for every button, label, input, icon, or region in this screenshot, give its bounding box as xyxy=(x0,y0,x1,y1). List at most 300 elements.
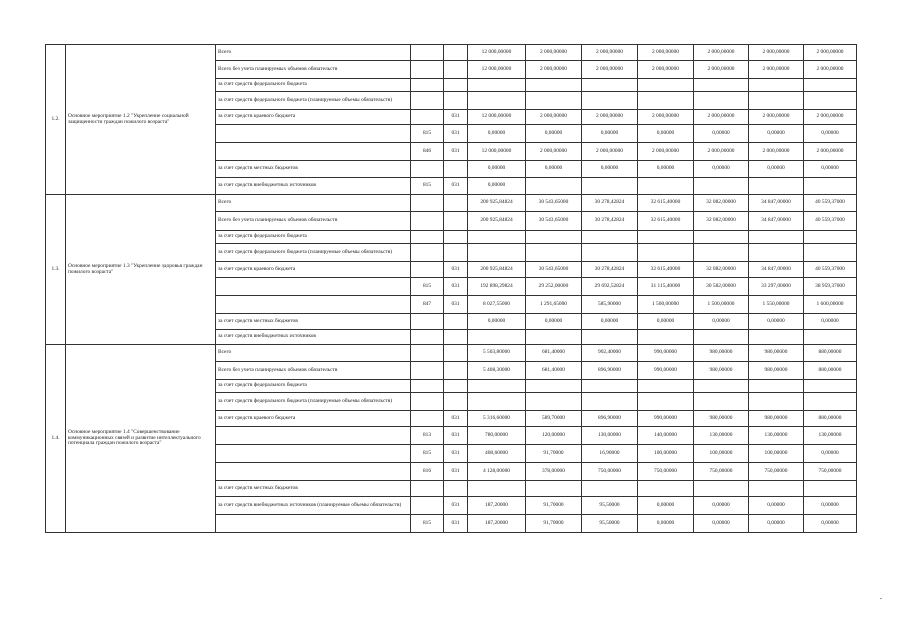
amount-cell: 4 128,00000 xyxy=(468,463,526,481)
amount-cell xyxy=(526,79,582,92)
amount-cell: 896,90000 xyxy=(582,411,638,427)
amount-cell: 0,00000 xyxy=(804,445,857,463)
amount-cell: 880,00000 xyxy=(804,345,857,362)
amount-cell: 2 000,00000 xyxy=(694,45,749,61)
amount-cell: 32 082,00000 xyxy=(694,262,749,278)
code-grbs xyxy=(411,61,444,79)
amount-cell: 0,00000 xyxy=(638,515,694,533)
amount-cell xyxy=(694,481,749,497)
amount-cell xyxy=(694,380,749,393)
amount-cell xyxy=(804,330,857,345)
amount-cell xyxy=(526,330,582,345)
amount-cell: 681,40000 xyxy=(526,362,582,380)
amount-cell xyxy=(749,79,804,92)
amount-cell xyxy=(526,92,582,110)
code-program xyxy=(444,244,468,262)
code-grbs: 815 xyxy=(411,515,444,533)
amount-cell: 2 000,00000 xyxy=(749,110,804,125)
amount-cell xyxy=(749,244,804,262)
code-grbs xyxy=(411,79,444,92)
amount-cell: 2 000,00000 xyxy=(582,61,638,79)
funding-source xyxy=(216,427,411,445)
code-program: 031 xyxy=(444,411,468,427)
amount-cell: 12 000,00000 xyxy=(468,143,526,161)
amount-cell: 0,00000 xyxy=(749,314,804,330)
code-program: 031 xyxy=(444,427,468,445)
amount-cell: 187,20000 xyxy=(468,515,526,533)
amount-cell xyxy=(694,231,749,244)
code-grbs xyxy=(411,497,444,515)
amount-cell xyxy=(804,231,857,244)
amount-cell: 1 600,00000 xyxy=(804,296,857,314)
amount-cell xyxy=(638,330,694,345)
amount-cell: 990,00000 xyxy=(638,411,694,427)
amount-cell: 40 559,37000 xyxy=(804,195,857,212)
amount-cell xyxy=(468,244,526,262)
amount-cell xyxy=(582,330,638,345)
amount-cell xyxy=(749,231,804,244)
amount-cell xyxy=(804,393,857,411)
code-grbs: 815 xyxy=(411,445,444,463)
funding-source xyxy=(216,143,411,161)
amount-cell xyxy=(468,79,526,92)
code-program: 031 xyxy=(444,143,468,161)
amount-cell xyxy=(749,330,804,345)
amount-cell xyxy=(804,481,857,497)
amount-cell xyxy=(749,393,804,411)
amount-cell: 0,00000 xyxy=(638,161,694,178)
code-grbs xyxy=(411,212,444,231)
amount-cell: 1 500,00000 xyxy=(638,296,694,314)
amount-cell: 95,50000 xyxy=(582,515,638,533)
amount-cell: 378,00000 xyxy=(526,463,582,481)
amount-cell: 980,00000 xyxy=(749,411,804,427)
amount-cell: 980,00000 xyxy=(694,345,749,362)
funding-source: за счет средств внебюджетных источников xyxy=(216,178,411,195)
code-program: 031 xyxy=(444,110,468,125)
funding-source: Всего xyxy=(216,345,411,362)
code-grbs xyxy=(411,411,444,427)
amount-cell xyxy=(694,330,749,345)
amount-cell: 0,00000 xyxy=(468,125,526,143)
amount-cell xyxy=(638,244,694,262)
code-grbs xyxy=(411,110,444,125)
code-grbs xyxy=(411,92,444,110)
amount-cell: 2 000,00000 xyxy=(526,110,582,125)
funding-source: Всего без учета планируемых объемов обязательств xyxy=(216,61,411,79)
amount-cell: 780,00000 xyxy=(468,427,526,445)
amount-cell xyxy=(749,481,804,497)
amount-cell: 1 291,65000 xyxy=(526,296,582,314)
amount-cell: 408,60000 xyxy=(468,445,526,463)
amount-cell: 130,00000 xyxy=(749,427,804,445)
funding-source: за счет средств местных бюджетов xyxy=(216,481,411,497)
amount-cell xyxy=(804,178,857,195)
amount-cell xyxy=(804,244,857,262)
code-grbs xyxy=(411,161,444,178)
amount-cell: 0,00000 xyxy=(638,125,694,143)
amount-cell: 2 000,00000 xyxy=(694,61,749,79)
funding-source: за счет средств федерального бюджета (планируемые объемы обязательств) xyxy=(216,244,411,262)
amount-cell xyxy=(468,92,526,110)
code-program: 031 xyxy=(444,445,468,463)
amount-cell: 0,00000 xyxy=(804,125,857,143)
amount-cell: 0,00000 xyxy=(749,515,804,533)
amount-cell: 2 000,00000 xyxy=(804,61,857,79)
amount-cell: 980,00000 xyxy=(694,411,749,427)
code-program xyxy=(444,362,468,380)
code-program xyxy=(444,79,468,92)
amount-cell: 95,50000 xyxy=(582,497,638,515)
amount-cell xyxy=(526,244,582,262)
amount-cell: 2 000,00000 xyxy=(804,45,857,61)
amount-cell: 0,00000 xyxy=(468,178,526,195)
code-program xyxy=(444,61,468,79)
code-program xyxy=(444,393,468,411)
amount-cell: 91,70000 xyxy=(526,515,582,533)
code-program xyxy=(444,345,468,362)
amount-cell: 30 278,42824 xyxy=(582,195,638,212)
amount-cell xyxy=(468,330,526,345)
amount-cell xyxy=(582,79,638,92)
amount-cell: 0,00000 xyxy=(582,314,638,330)
section-index: 1.3. xyxy=(46,195,66,345)
amount-cell xyxy=(638,380,694,393)
amount-cell: 1 550,00000 xyxy=(749,296,804,314)
funding-source: за счет средств краевого бюджета xyxy=(216,110,411,125)
amount-cell xyxy=(638,178,694,195)
amount-cell: 2 000,00000 xyxy=(749,61,804,79)
amount-cell: 750,00000 xyxy=(749,463,804,481)
table-row xyxy=(46,45,857,61)
amount-cell: 100,00000 xyxy=(694,445,749,463)
funding-source: за счет средств федерального бюджета xyxy=(216,79,411,92)
funding-source xyxy=(216,515,411,533)
amount-cell xyxy=(638,231,694,244)
amount-cell: 130,00000 xyxy=(582,427,638,445)
amount-cell: 2 000,00000 xyxy=(694,110,749,125)
amount-cell: 30 278,42824 xyxy=(582,262,638,278)
amount-cell: 750,00000 xyxy=(638,463,694,481)
code-program xyxy=(444,314,468,330)
amount-cell: 980,00000 xyxy=(694,362,749,380)
amount-cell xyxy=(638,92,694,110)
funding-source: Всего без учета планируемых объемов обязательств xyxy=(216,212,411,231)
amount-cell: 585,90000 xyxy=(582,296,638,314)
amount-cell: 2 000,00000 xyxy=(526,45,582,61)
amount-cell: 40 559,37000 xyxy=(804,262,857,278)
funding-source: за счет средств внебюджетных источников xyxy=(216,330,411,345)
code-grbs xyxy=(411,262,444,278)
amount-cell xyxy=(694,178,749,195)
program-name: Основное мероприятие 1.4 "Совершенствование коммуникационных связей и развитие интеллектуального потенциала граждан пожилого возраста" xyxy=(66,345,216,533)
amount-cell xyxy=(749,178,804,195)
amount-cell: 29 692,52824 xyxy=(582,278,638,296)
amount-cell: 91,70000 xyxy=(526,497,582,515)
amount-cell: 29 252,00000 xyxy=(526,278,582,296)
amount-cell: 30 543,65000 xyxy=(526,262,582,278)
funding-source: за счет средств краевого бюджета xyxy=(216,262,411,278)
amount-cell: 34 847,00000 xyxy=(749,212,804,231)
code-grbs: 847 xyxy=(411,296,444,314)
funding-source: Всего без учета планируемых объемов обязательств xyxy=(216,362,411,380)
amount-cell: 2 000,00000 xyxy=(804,143,857,161)
amount-cell: 91,70000 xyxy=(526,445,582,463)
amount-cell: 2 000,00000 xyxy=(638,143,694,161)
code-grbs xyxy=(411,195,444,212)
amount-cell: 8 027,55000 xyxy=(468,296,526,314)
funding-source: Всего xyxy=(216,195,411,212)
amount-cell: 32 615,40000 xyxy=(638,195,694,212)
amount-cell: 5 408,30000 xyxy=(468,362,526,380)
code-program: 031 xyxy=(444,262,468,278)
section-index: 1.4. xyxy=(46,345,66,533)
code-grbs: 816 xyxy=(411,463,444,481)
amount-cell: 200 925,84824 xyxy=(468,195,526,212)
amount-cell: 0,00000 xyxy=(582,161,638,178)
page-speck xyxy=(880,598,882,599)
code-program: 031 xyxy=(444,497,468,515)
amount-cell: 0,00000 xyxy=(804,515,857,533)
amount-cell: 30 582,00000 xyxy=(694,278,749,296)
amount-cell xyxy=(749,92,804,110)
amount-cell: 33 297,00000 xyxy=(749,278,804,296)
amount-cell xyxy=(804,380,857,393)
amount-cell: 0,00000 xyxy=(694,497,749,515)
amount-cell xyxy=(749,380,804,393)
amount-cell: 0,00000 xyxy=(526,161,582,178)
amount-cell: 750,00000 xyxy=(582,463,638,481)
amount-cell xyxy=(526,393,582,411)
amount-cell xyxy=(526,231,582,244)
amount-cell: 32 082,00000 xyxy=(694,195,749,212)
code-program xyxy=(444,231,468,244)
amount-cell: 187,20000 xyxy=(468,497,526,515)
amount-cell: 902,40000 xyxy=(582,345,638,362)
amount-cell xyxy=(582,380,638,393)
amount-cell: 2 000,00000 xyxy=(526,143,582,161)
amount-cell: 40 559,37000 xyxy=(804,212,857,231)
amount-cell: 2 000,00000 xyxy=(582,45,638,61)
amount-cell: 896,90000 xyxy=(582,362,638,380)
amount-cell xyxy=(694,393,749,411)
amount-cell xyxy=(638,393,694,411)
amount-cell: 0,00000 xyxy=(804,497,857,515)
code-grbs xyxy=(411,380,444,393)
amount-cell: 38 959,37000 xyxy=(804,278,857,296)
table-row xyxy=(46,195,857,212)
amount-cell: 32 615,40000 xyxy=(638,262,694,278)
amount-cell xyxy=(638,79,694,92)
amount-cell xyxy=(468,481,526,497)
amount-cell xyxy=(638,481,694,497)
code-grbs xyxy=(411,244,444,262)
code-program xyxy=(444,92,468,110)
amount-cell: 30 543,65000 xyxy=(526,195,582,212)
code-program: 031 xyxy=(444,515,468,533)
amount-cell xyxy=(582,393,638,411)
amount-cell xyxy=(582,481,638,497)
code-program xyxy=(444,212,468,231)
amount-cell: 200 925,84824 xyxy=(468,262,526,278)
amount-cell: 100,00000 xyxy=(749,445,804,463)
amount-cell: 31 115,40000 xyxy=(638,278,694,296)
amount-cell: 192 898,29824 xyxy=(468,278,526,296)
code-grbs xyxy=(411,393,444,411)
amount-cell: 980,00000 xyxy=(749,345,804,362)
code-grbs: 815 xyxy=(411,125,444,143)
funding-source: за счет средств федерального бюджета xyxy=(216,380,411,393)
amount-cell: 2 000,00000 xyxy=(582,143,638,161)
amount-cell: 0,00000 xyxy=(694,314,749,330)
amount-cell: 16,90000 xyxy=(582,445,638,463)
amount-cell xyxy=(526,178,582,195)
amount-cell: 32 082,00000 xyxy=(694,212,749,231)
code-program xyxy=(444,380,468,393)
code-grbs xyxy=(411,362,444,380)
amount-cell: 0,00000 xyxy=(804,314,857,330)
funding-source: за счет средств внебюджетных источников (планируемые объемы обязательств) xyxy=(216,497,411,515)
amount-cell xyxy=(582,231,638,244)
amount-cell: 34 847,00000 xyxy=(749,195,804,212)
code-grbs: 815 xyxy=(411,278,444,296)
code-program xyxy=(444,330,468,345)
amount-cell: 140,00000 xyxy=(638,427,694,445)
amount-cell: 980,00000 xyxy=(749,362,804,380)
amount-cell: 2 000,00000 xyxy=(582,110,638,125)
amount-cell: 750,00000 xyxy=(804,463,857,481)
code-program xyxy=(444,45,468,61)
amount-cell: 100,00000 xyxy=(638,445,694,463)
amount-cell: 0,00000 xyxy=(749,125,804,143)
amount-cell: 120,00000 xyxy=(526,427,582,445)
code-grbs xyxy=(411,330,444,345)
amount-cell xyxy=(804,92,857,110)
code-grbs xyxy=(411,481,444,497)
amount-cell xyxy=(526,481,582,497)
amount-cell: 2 000,00000 xyxy=(804,110,857,125)
code-program xyxy=(444,481,468,497)
amount-cell: 2 000,00000 xyxy=(526,61,582,79)
code-program: 031 xyxy=(444,278,468,296)
program-name: Основное мероприятие 1.2 "Укрепление социальной защищенности граждан пожилого возраста" xyxy=(66,45,216,195)
amount-cell: 30 278,42824 xyxy=(582,212,638,231)
amount-cell xyxy=(526,380,582,393)
code-grbs: 813 xyxy=(411,427,444,445)
amount-cell: 2 000,00000 xyxy=(749,143,804,161)
funding-source: за счет средств краевого бюджета xyxy=(216,411,411,427)
amount-cell: 589,70000 xyxy=(526,411,582,427)
amount-cell: 12 000,00000 xyxy=(468,61,526,79)
budget-table xyxy=(45,44,857,533)
amount-cell: 0,00000 xyxy=(694,125,749,143)
table-row xyxy=(46,345,857,362)
code-grbs xyxy=(411,45,444,61)
code-program xyxy=(444,161,468,178)
code-grbs: 815 xyxy=(411,178,444,195)
code-grbs: 846 xyxy=(411,143,444,161)
funding-source xyxy=(216,445,411,463)
amount-cell: 990,00000 xyxy=(638,345,694,362)
code-grbs xyxy=(411,314,444,330)
section-index: 1.2. xyxy=(46,45,66,195)
amount-cell: 681,40000 xyxy=(526,345,582,362)
amount-cell: 0,00000 xyxy=(582,125,638,143)
funding-source: за счет средств местных бюджетов xyxy=(216,161,411,178)
amount-cell: 990,00000 xyxy=(638,362,694,380)
code-program: 031 xyxy=(444,125,468,143)
amount-cell: 2 000,00000 xyxy=(638,61,694,79)
funding-source: за счет средств местных бюджетов xyxy=(216,314,411,330)
funding-source xyxy=(216,125,411,143)
amount-cell: 1 500,00000 xyxy=(694,296,749,314)
amount-cell xyxy=(694,92,749,110)
code-program: 031 xyxy=(444,463,468,481)
funding-source: Всего xyxy=(216,45,411,61)
amount-cell: 130,00000 xyxy=(804,427,857,445)
amount-cell xyxy=(582,178,638,195)
amount-cell: 30 543,65000 xyxy=(526,212,582,231)
amount-cell: 0,00000 xyxy=(749,161,804,178)
amount-cell: 2 000,00000 xyxy=(749,45,804,61)
amount-cell xyxy=(468,231,526,244)
amount-cell: 2 000,00000 xyxy=(694,143,749,161)
amount-cell: 5 316,60000 xyxy=(468,411,526,427)
amount-cell: 200 925,84824 xyxy=(468,212,526,231)
amount-cell: 34 847,00000 xyxy=(749,262,804,278)
code-program: 031 xyxy=(444,296,468,314)
amount-cell: 0,00000 xyxy=(526,314,582,330)
amount-cell xyxy=(468,393,526,411)
amount-cell xyxy=(694,244,749,262)
budget-table-page xyxy=(45,44,857,533)
code-program xyxy=(444,195,468,212)
funding-source: за счет средств федерального бюджета (планируемые объемы обязательств) xyxy=(216,92,411,110)
funding-source: за счет средств федерального бюджета xyxy=(216,231,411,244)
amount-cell: 2 000,00000 xyxy=(638,110,694,125)
amount-cell xyxy=(468,380,526,393)
amount-cell xyxy=(582,244,638,262)
amount-cell: 2 000,00000 xyxy=(638,45,694,61)
amount-cell: 32 615,40000 xyxy=(638,212,694,231)
amount-cell: 0,00000 xyxy=(638,497,694,515)
funding-source xyxy=(216,278,411,296)
amount-cell: 880,00000 xyxy=(804,362,857,380)
program-name: Основное мероприятие 1.3 "Укрепление здоровья граждан пожилого возраста" xyxy=(66,195,216,345)
code-program: 031 xyxy=(444,178,468,195)
amount-cell: 750,00000 xyxy=(694,463,749,481)
funding-source: за счет средств федерального бюджета (планируемые объемы обязательств) xyxy=(216,393,411,411)
amount-cell xyxy=(582,92,638,110)
amount-cell: 5 503,80000 xyxy=(468,345,526,362)
amount-cell: 12 000,00000 xyxy=(468,110,526,125)
amount-cell xyxy=(804,79,857,92)
amount-cell: 130,00000 xyxy=(694,427,749,445)
amount-cell: 880,00000 xyxy=(804,411,857,427)
amount-cell: 0,00000 xyxy=(638,314,694,330)
amount-cell: 0,00000 xyxy=(694,515,749,533)
amount-cell xyxy=(694,79,749,92)
amount-cell: 0,00000 xyxy=(526,125,582,143)
funding-source xyxy=(216,296,411,314)
code-grbs xyxy=(411,231,444,244)
amount-cell: 0,00000 xyxy=(468,161,526,178)
amount-cell: 12 000,00000 xyxy=(468,45,526,61)
amount-cell: 0,00000 xyxy=(749,497,804,515)
amount-cell: 0,00000 xyxy=(694,161,749,178)
amount-cell: 0,00000 xyxy=(804,161,857,178)
amount-cell: 0,00000 xyxy=(468,314,526,330)
